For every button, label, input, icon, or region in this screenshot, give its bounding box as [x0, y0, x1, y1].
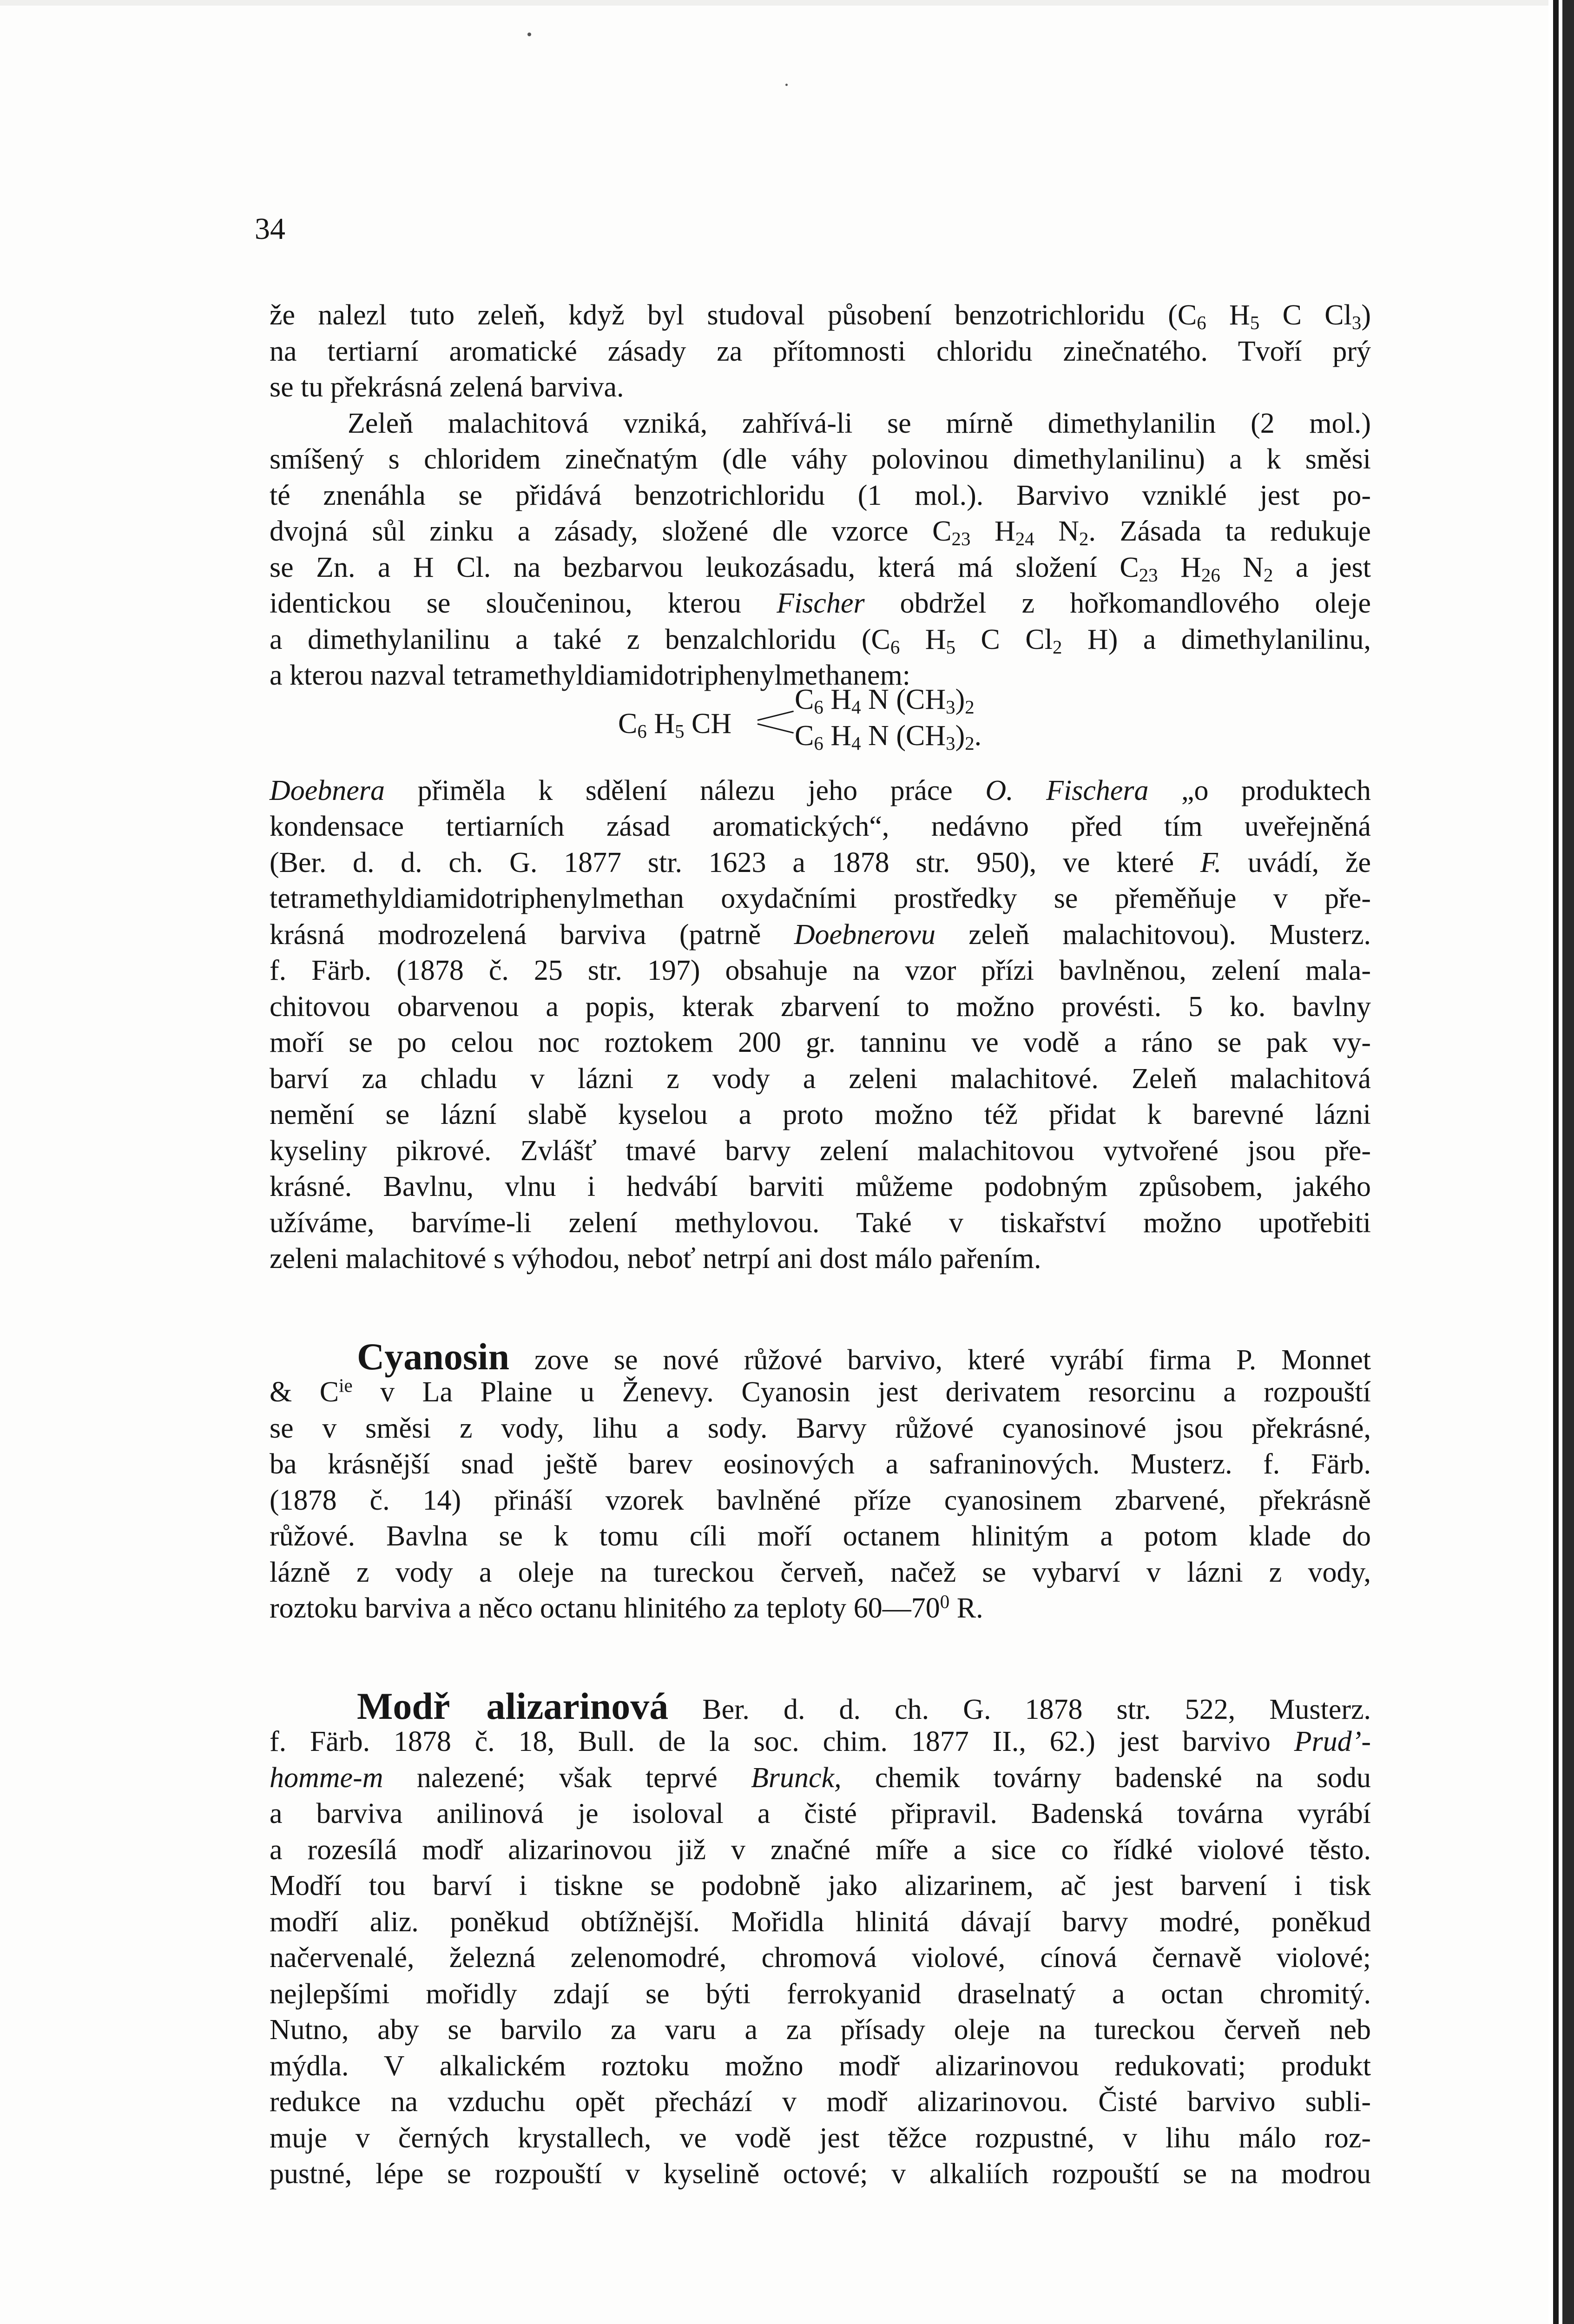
text-line: na tertiarní aromatické zásady za přítomnosti chloridu zinečnatého. Tvoří prý — [270, 335, 1371, 367]
text-line: Modř alizarinová Ber. d. d. ch. G. 1878 str. 522, Musterz. — [357, 1684, 1371, 1727]
text-line: muje v černých krystallech, ve vodě jest těžce rozpustné, v lihu málo roz- — [270, 2122, 1371, 2154]
text-line: a barviva anilinová je isoloval a čisté připravil. Badenská továrna vyrábí — [270, 1798, 1371, 1829]
text-line: Doebnera přiměla k sdělení nálezu jeho práce O. Fischera „o produktech — [270, 774, 1371, 806]
text-line: Cyanosin zove se nové růžové barvivo, které vyrábí firma P. Monnet — [357, 1335, 1371, 1378]
text-line: krásná modrozelená barviva (patrně Doebnerovu zeleň malachitovou). Musterz. — [270, 918, 1371, 951]
text-line: zeleni malachitové s výhodou, neboť netrpí ani dost málo pařením. — [270, 1243, 1041, 1274]
text-line: mýdla. V alkalickém roztoku možno modř alizarinovou redukovati; produkt — [270, 2050, 1371, 2082]
text-line: se v směsi z vody, lihu a sody. Barvy růžové cyanosinové jsou překrásné, — [270, 1412, 1371, 1444]
text-line: se Zn. a H Cl. na bezbarvou leukozásadu, která má složení $C_{23}$ $H_{26}$ $N_2$ a jest — [270, 551, 1371, 586]
text-line: (Ber. d. d. ch. G. 1877 str. 1623 a 1878 str. 950), ve které F. uvádí, že — [270, 846, 1371, 878]
text-line: užíváme, barvíme-li zelení methylovou. Také v tiskařství možno upotřebiti — [270, 1207, 1371, 1239]
text-line: pustné, lépe se rozpouští v kyselině octové; v alkaliích rozpouští se na modrou — [270, 2158, 1371, 2190]
author-name: Brunck, — [751, 1762, 842, 1794]
text-line: redukce na vzduchu opět přechází v modř alizarinovou. Čisté barvivo subli- — [270, 2086, 1371, 2118]
page-number: 34 — [255, 212, 285, 246]
text-line: a dimethylanilinu a také z benzalchloridu ($C_6$ $H_5$ C $Cl_2$ H) a dimethylanilinu, — [270, 623, 1371, 658]
section-heading-modr-alizarinova: Modř alizarinová — [357, 1684, 669, 1727]
text-line: homme-m nalezené; však teprvé Brunck, chemik továrny badenské na sodu — [270, 1762, 1371, 1794]
text-line: kondensace tertiarních zásad aromatických“, nedávno před tím uveřejněná — [270, 811, 1371, 842]
formula-bond-upper — [757, 711, 794, 721]
text-line: té znenáhla se přidává benzotrichloridu (1 mol.). Barvivo vzniklé jest po- — [270, 479, 1371, 511]
text-line: Nutno, aby se barvilo za varu a za přísady oleje na tureckou červeň neb — [270, 2014, 1371, 2046]
section-gap — [270, 1627, 1371, 1688]
chemical-formula — [618, 683, 1073, 753]
text-line: chitovou obarvenou a popis, kterak zbarvení to možno provésti. 5 ko. bavlny — [270, 990, 1371, 1023]
text-line: tetramethyldiamidotriphenylmethan oxydačními prostředky se přeměňuje v pře- — [270, 883, 1371, 914]
text-line: roztoku barviva a něco octanu hlinitého za teploty $60—70^0$ R. — [270, 1591, 983, 1624]
text-line: nemění se lázní slabě kyselou a proto možno též přidat k barevné lázni — [270, 1099, 1371, 1130]
text-line: modří aliz. poněkud obtížnější. Mořidla hlinitá dávají barvy modré, poněkud — [270, 1906, 1371, 1938]
text-line: načervenalé, železná zelenomodré, chromová violové, cínová černavě violové; — [270, 1942, 1371, 1974]
text-line: f. Färb. (1878 č. 25 str. 197) obsahuje na vzor přízi bavlněnou, zelení mala- — [270, 955, 1371, 986]
text-line: lázně z vody a oleje na tureckou červeň, načež se vybarví v lázni z vody, — [270, 1556, 1371, 1588]
author-name: Fischer — [777, 588, 865, 619]
formula-left-group: $C_6$ $H_5$ CH — [618, 708, 732, 742]
text-line: (1878 č. 14) přináší vzorek bavlněné příze cyanosinem zbarvené, překrásně — [270, 1484, 1371, 1516]
author-name: homme-m — [270, 1762, 383, 1794]
text-line: že nalezl tuto zeleň, když byl studoval působení benzotrichloridu ($C_6$ $H_5$ C $Cl_3$) — [270, 299, 1371, 334]
section-heading-cyanosin: Cyanosin — [357, 1335, 510, 1378]
text-line: & $C^{ie}$ v La Plaine u Ženevy. Cyanosin jest derivatem resorcinu a rozpouští — [270, 1375, 1371, 1408]
author-name: Doebnerovu — [794, 918, 935, 951]
scan-speck — [527, 33, 531, 36]
text-line: moří se po celou noc roztokem 200 gr. tanninu ve vodě a ráno se pak vy- — [270, 1027, 1371, 1058]
text-line: f. Färb. 1878 č. 18, Bull. de la soc. chim. 1877 II., 62.) jest barvivo Prud’- — [270, 1726, 1371, 1757]
author-name: F. — [1200, 846, 1222, 878]
text-line: identickou se sloučeninou, kterou Fischer obdržel z hořkomandlového oleje — [270, 588, 1371, 619]
formula-top-group: $C_6$ $H_4$ N $(CH_3)_2$ — [795, 684, 975, 718]
author-name: Prud’- — [1294, 1726, 1371, 1757]
author-name: O. Fischera — [985, 774, 1149, 806]
text-line: růžové. Bavlna se k tomu cíli moří octanem hlinitým a potom klade do — [270, 1520, 1371, 1552]
scan-speck — [785, 84, 788, 86]
text-line: Modří tou barví i tiskne se podobně jako alizarinem, ač jest barvení i tisk — [270, 1870, 1371, 1901]
text-line: krásné. Bavlnu, vlnu i hedvábí barviti můžeme podobným způsobem, jakého — [270, 1171, 1371, 1202]
author-name: Doebnera — [270, 774, 385, 806]
text-line: a kterou nazval tetramethyldiamidotriphenylmethanem: — [270, 660, 911, 691]
formula-bond-lower — [757, 723, 794, 733]
text-line: ba krásnější snad ještě barev eosinových a safraninových. Musterz. f. Färb. — [270, 1448, 1371, 1480]
text-line: nejlepšími mořidly zdají se býti ferrokyanid draselnatý a octan chromitý. — [270, 1978, 1371, 2010]
text-column — [270, 297, 1371, 2192]
scan-right-edge — [1548, 0, 1574, 2324]
text-line: dvojná sůl zinku a zásady, složené dle vzorce $C_{23}$ $H_{24}$ $N_2$. Zásada ta redukuje — [270, 515, 1371, 550]
text-line: smíšený s chloridem zinečnatým (dle váhy polovinou dimethylanilinu) a k směsi — [270, 443, 1371, 475]
text-line: kyseliny pikrové. Zvlášť tmavé barvy zelení malachitovou vytvořené jsou pře- — [270, 1135, 1371, 1167]
text-line: barví za chladu v lázni z vody a zeleni malachitové. Zeleň malachitová — [270, 1063, 1371, 1095]
scan-top-edge — [0, 0, 1548, 6]
text-line: se tu překrásná zelená barviva. — [270, 371, 624, 403]
text-line: Zeleň malachitová vzniká, zahřívá-li se mírně dimethylanilin (2 mol.) — [348, 407, 1371, 439]
text-line: a rozesílá modř alizarinovou již v značné míře a sice co řídké violové těsto. — [270, 1834, 1371, 1866]
section-gap — [270, 1277, 1371, 1339]
formula-bottom-group: $C_6$ $H_4$ N $(CH_3)_2$. — [795, 720, 982, 754]
